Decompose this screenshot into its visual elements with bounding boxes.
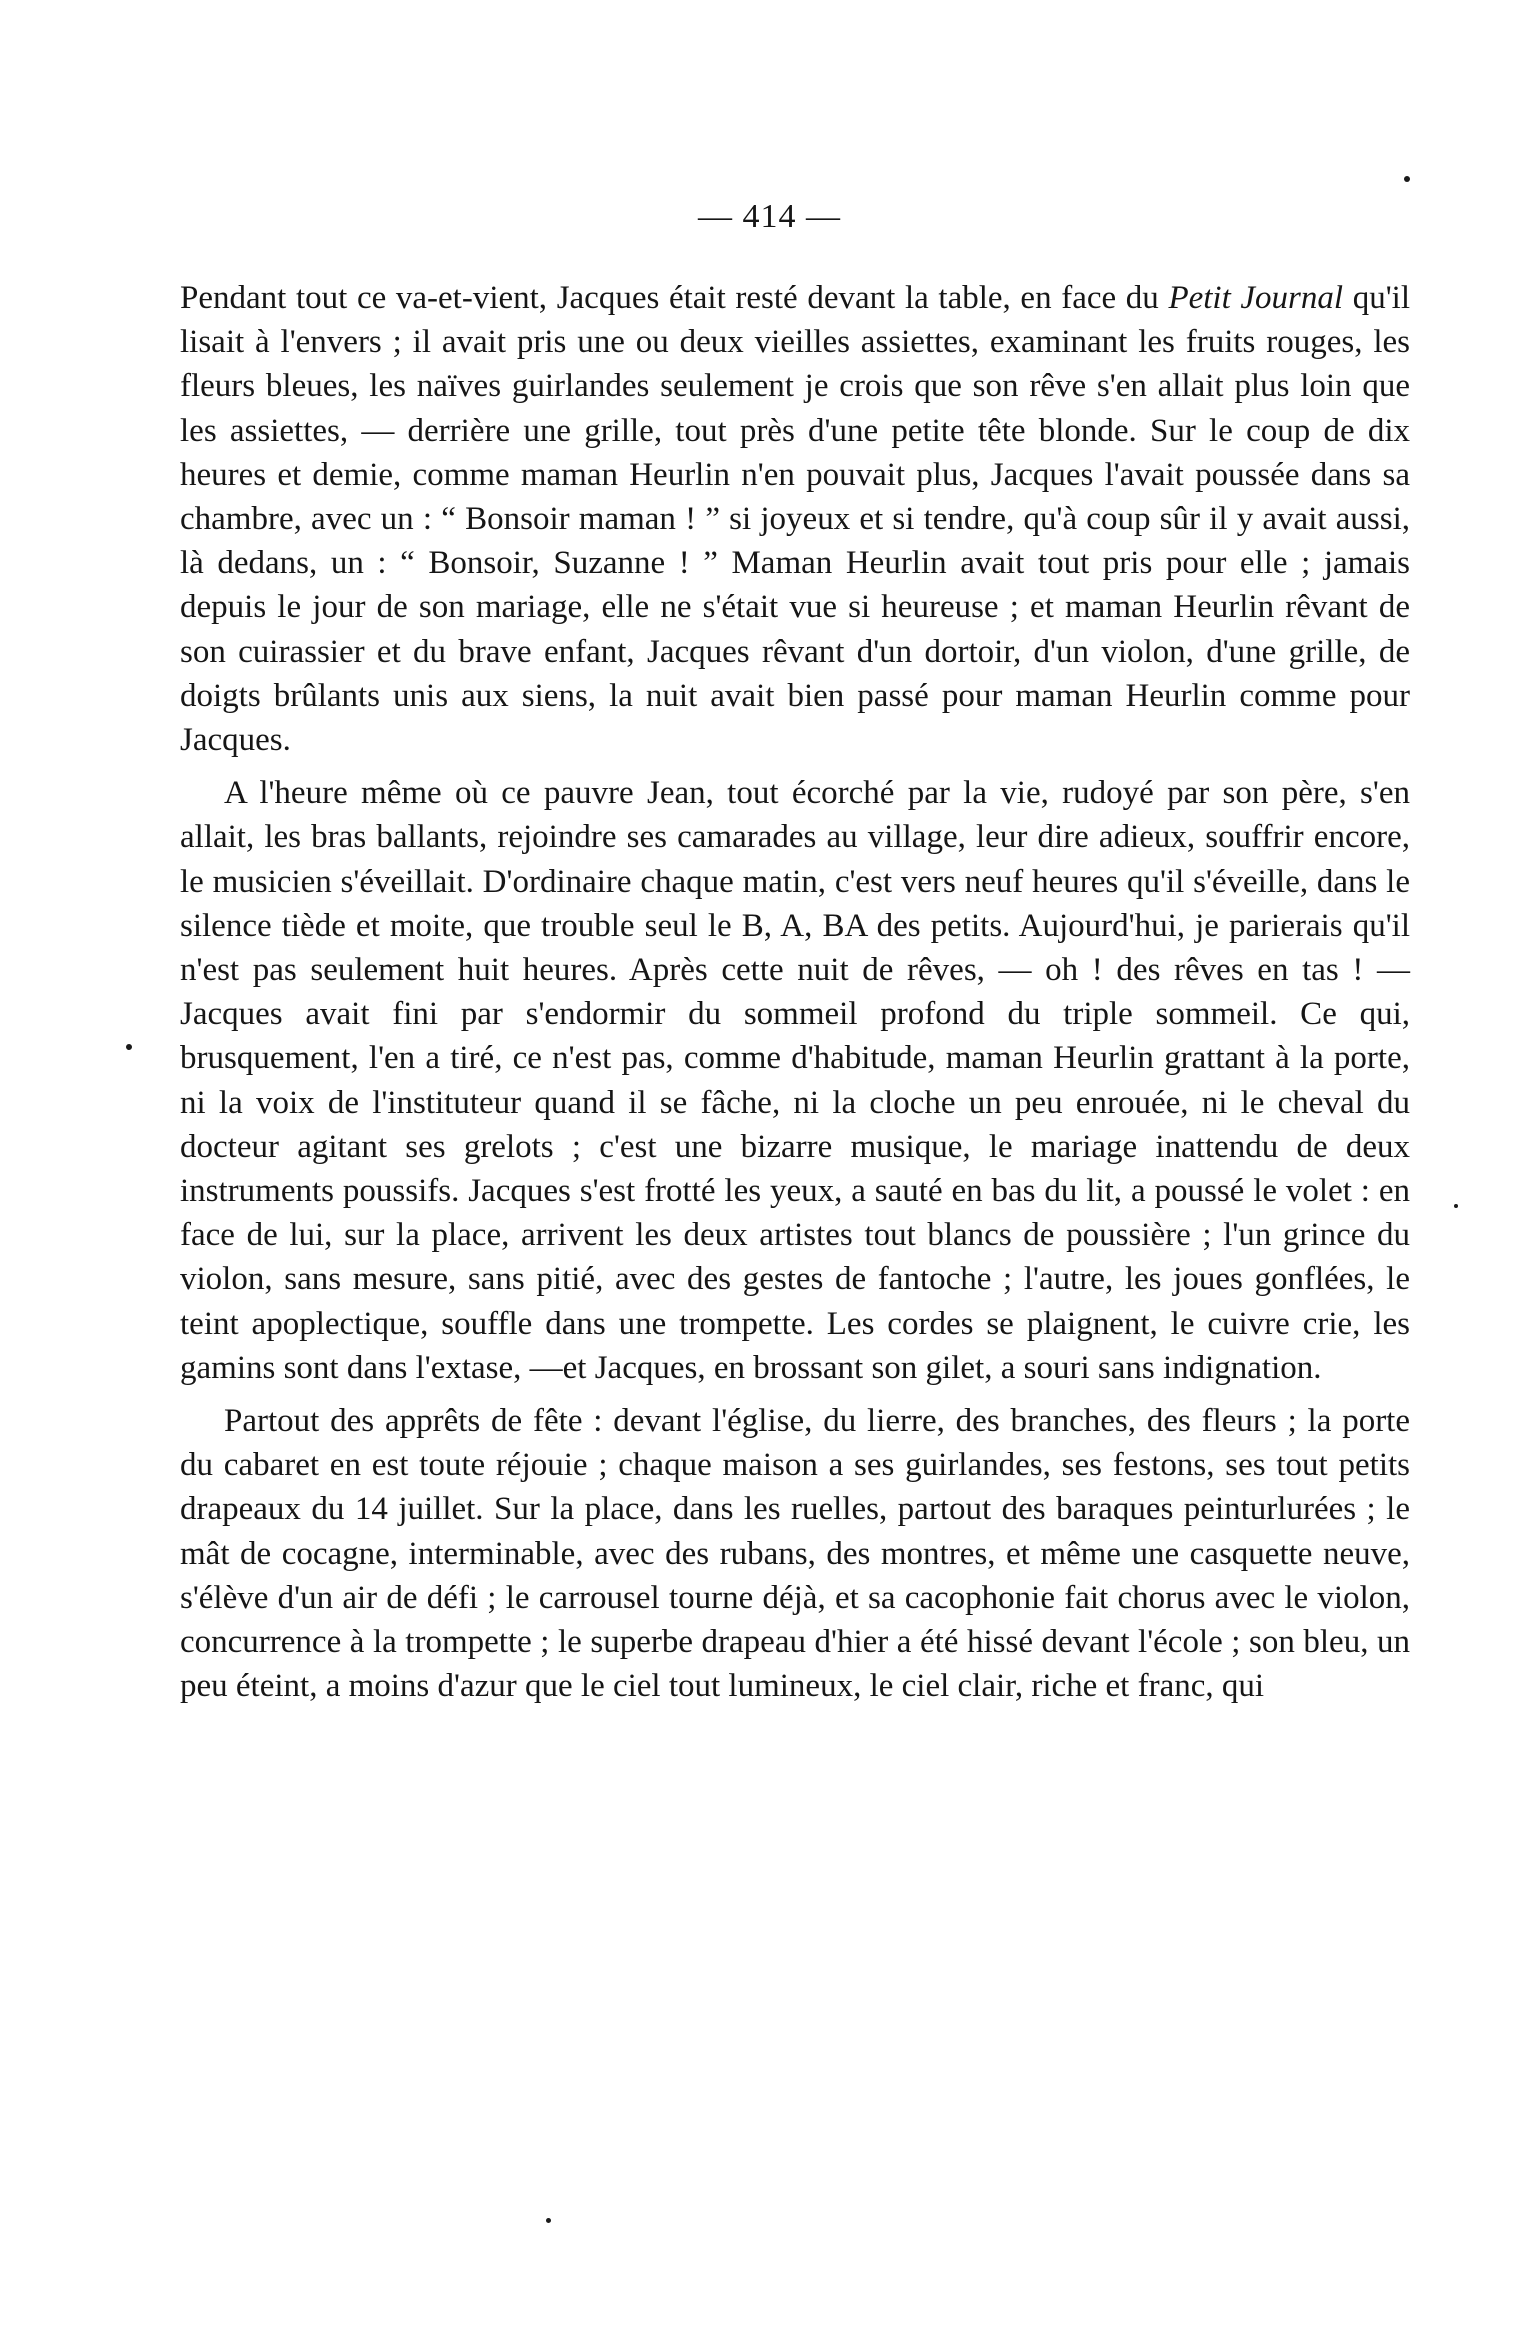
newspaper-title: Petit Journal	[1168, 280, 1344, 316]
paragraph-1-rest: qu'il lisait à l'envers ; il avait pris une ou deux vieilles assiettes, examinant les fruits rouges, les fleurs bleues, les naïves guirlandes seulement je crois que son rêve s'en allait plus loin que les assiettes, — derrière une grille, tout près d'une petite tête blonde. Sur le coup de dix heures et demie, comme maman Heurlin n'en pouvait plus, Jacques l'avait poussée dans sa chambre, avec un : “ Bonsoir maman ! ” si joyeux et si tendre, qu'à coup sûr il y avait aussi, là dedans, un : “ Bonsoir, Suzanne ! ” Maman Heurlin avait tout pris pour elle ; jamais depuis le jour de son mariage, elle ne s'était vue si heureuse ; et maman Heurlin rêvant de son cuirassier et du brave enfant, Jacques rêvant d'un dortoir, d'un violon, d'une grille, de doigts brûlants unis aux siens, la nuit avait bien passé pour maman Heurlin comme pour Jacques.	[180, 280, 1411, 759]
page-number: — 414 —	[698, 198, 841, 235]
ink-speck	[1404, 176, 1410, 182]
ink-speck	[546, 2218, 551, 2223]
paragraph-2: A l'heure même où ce pauvre Jean, tout écorché par la vie, rudoyé par son père, s'en allait, les bras ballants, rejoindre ses camarades au village, leur dire adieux, souffrir encore, le musicien s'éveillait. D'ordinaire chaque matin, c'est vers neuf heures qu'il s'éveille, dans le silence tiède et moite, que trouble seul le B, A, BA des petits. Aujourd'hui, je parierais qu'il n'est pas seulement huit heures. Après cette nuit de rêves, — oh ! des rêves en tas ! — Jacques avait fini par s'endormir du sommeil profond du triple sommeil. Ce qui, brusquement, l'en a tiré, ce n'est pas, comme d'habitude, maman Heurlin grattant à la porte, ni la voix de l'instituteur quand il se fâche, ni la cloche un peu enrouée, ni le cheval du docteur agitant ses grelots ; c'est une bizarre musique, le mariage inattendu de deux instruments poussifs. Jacques s'est frotté les yeux, a sauté en bas du lit, a poussé le volet : en face de lui, sur la place, arrivent les deux artistes tout blancs de poussière ; l'un grince du violon, sans mesure, sans pitié, avec des gestes de fantoche ; l'autre, les joues gonflées, le teint apoplectique, souffle dans une trompette. Les cordes se plaignent, le cuivre crie, les gamins sont dans l'extase, —et Jacques, en brossant son gilet, a souri sans indignation.	[180, 775, 1410, 1386]
paragraph-1-lead: Pendant tout ce va-et-vient, Jacques était resté devant la table, en face du	[180, 280, 1169, 316]
body-text	[180, 276, 1410, 1709]
ink-speck	[126, 1044, 132, 1050]
paragraph-3: Partout des apprêts de fête : devant l'église, du lierre, des branches, des fleurs ; la porte du cabaret en est toute réjouie ; chaque maison a ses guirlandes, ses festons, ses tout petits drapeaux du 14 juillet. Sur la place, dans les ruelles, partout des baraques peinturlurées ; le mât de cocagne, interminable, avec des rubans, des montres, et même une casquette neuve, s'élève d'un air de défi ; le carrousel tourne déjà, et sa cacophonie fait chorus avec le violon, concurrence à la trompette ; le superbe drapeau d'hier a été hissé devant l'école ; son bleu, un peu éteint, a moins d'azur que le ciel tout lumineux, le ciel clair, riche et franc, qui	[180, 1403, 1410, 1705]
ink-speck	[1454, 1204, 1458, 1208]
paragraph-1	[180, 276, 1410, 762]
